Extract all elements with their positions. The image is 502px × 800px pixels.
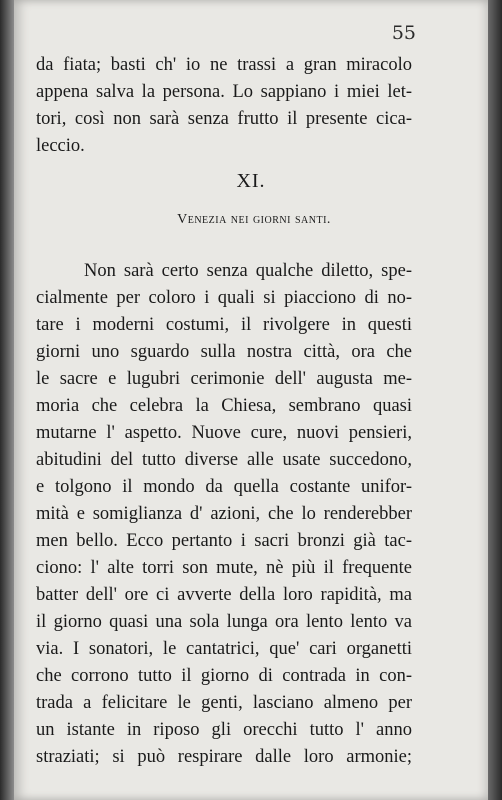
text-line: batter dell' ore ci avverte della loro rapidità, ma	[36, 585, 412, 605]
text-line: da fiata; basti ch' io ne trassi a gran miracolo	[36, 55, 412, 75]
book-edge-right	[488, 0, 502, 800]
text-line: cialmente per coloro i quali si piacciono di no-	[36, 288, 412, 308]
book-gutter-left	[0, 0, 14, 800]
page-number: 55	[391, 22, 416, 44]
text-line: Non sarà certo senza qualche diletto, spe-	[84, 261, 412, 281]
text-line: leccio.	[36, 136, 85, 156]
text-line: mità e somiglianza d' azioni, che lo renderebber	[36, 504, 412, 524]
chapter-title: Venezia nei giorni santi.	[177, 212, 331, 227]
text-line: e tolgono il mondo da quella costante unifor-	[36, 477, 412, 497]
text-line: giorni uno sguardo sulla nostra città, ora che	[36, 342, 412, 362]
text-line: men bello. Ecco pertanto i sacri bronzi già tac-	[36, 531, 412, 551]
opening-paragraph	[36, 52, 412, 160]
text-line: mutarne l' aspetto. Nuove cure, nuovi pensieri,	[36, 423, 412, 443]
text-line: appena salva la persona. Lo sappiano i miei let-	[36, 82, 412, 102]
text-line: straziati; si può respirare dalle loro armonie;	[36, 747, 412, 767]
text-line: tori, così non sarà senza frutto il presente cica-	[36, 109, 412, 129]
text-line: le sacre e lugubri cerimonie dell' augusta me-	[36, 369, 412, 389]
text-line: via. I sonatori, le cantatrici, que' cari organetti	[36, 639, 412, 659]
text-line: tare i moderni costumi, il rivolgere in questi	[36, 315, 412, 335]
text-line: abitudini del tutto diverse alle usate succedono,	[36, 450, 412, 470]
text-line: moria che celebra la Chiesa, sembrano quasi	[36, 396, 412, 416]
text-line: trada a felicitare le genti, lasciano almeno per	[36, 693, 412, 713]
text-line: un istante in riposo gli orecchi tutto l' anno	[36, 720, 412, 740]
body-paragraph	[36, 258, 412, 771]
book-page	[14, 0, 488, 800]
text-line: ciono: l' alte torri son mute, nè più il frequente	[36, 558, 412, 578]
text-line: che corrono tutto il giorno di contrada in con-	[36, 666, 412, 686]
chapter-number: XI.	[236, 170, 266, 192]
text-line: il giorno quasi una sola lunga ora lento lento va	[36, 612, 412, 632]
